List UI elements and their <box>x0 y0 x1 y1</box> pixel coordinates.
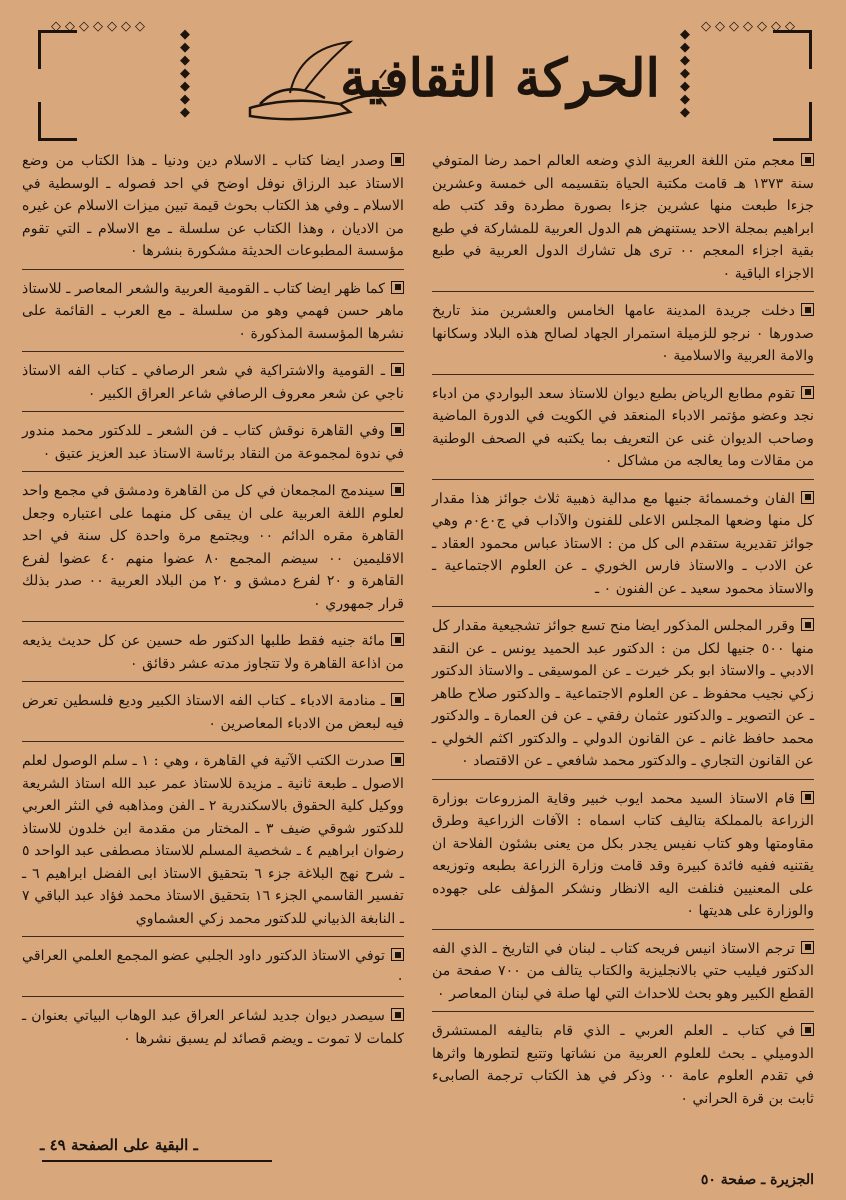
square-bullet-icon <box>391 483 404 496</box>
square-bullet-icon <box>801 153 814 166</box>
news-item <box>22 150 404 270</box>
news-item <box>432 383 814 480</box>
continued-note: ـ البقية على الصفحة ٤٩ ـ <box>40 1136 198 1154</box>
square-bullet-icon <box>391 363 404 376</box>
square-bullet-icon <box>801 491 814 504</box>
ornament-column-icon: ◆ ◆ ◆ ◆ ◆ ◆ ◆ <box>680 27 690 120</box>
news-item <box>22 278 404 353</box>
news-item-text: سيندمج المجمعان في كل من القاهرة ودمشق في مجمع واحد لعلوم اللغة العربية على ان يبقى كل منهما على اعتباره وجعل القاهرة مقره الدائم ٠٠ ويجتمع مرة واحدة كل سنة في احد الاقليمين ٠٠ سيضم المجمع ٨٠ عضوا منهم ٤٠ عضوا لفرع القاهرة و ٢٠ لفرع دمشق و ٢٠ من البلاد العربية ٠٠ صدر بذلك قرار جمهوري ٠ <box>22 483 405 612</box>
news-item <box>432 788 814 930</box>
square-bullet-icon <box>391 1008 404 1021</box>
news-item <box>432 488 814 608</box>
ornament-row-icon: ◇◇◇◇◇◇◇ <box>51 19 149 34</box>
news-column-left <box>22 150 404 1064</box>
news-item-text: سيصدر ديوان جديد لشاعر العراق عبد الوهاب البياتي بعنوان ـ كلمات لا تموت ـ ويضم قصائد لم يسبق نشرها ٠ <box>22 1008 404 1047</box>
divider <box>42 1160 272 1162</box>
news-item-text: تقوم مطابع الرياض بطبع ديوان للاستاذ سعد البواردي من ادباء نجد وعضو مؤتمر الادباء المنعقد في الكويت في الدورة الماضية وصاحب الديوان غنى عن التعريف بما يكتبه في الصحف الوطنية من مقالات وما يعالجه من مشاكل ٠ <box>432 385 814 469</box>
news-item-text: وصدر ايضا كتاب ـ الاسلام دين ودنيا ـ هذا الكتاب من وضع الاستاذ عبد الرزاق نوفل اوضح في احد فصوله ـ الوسطية في الاسلام ـ وفي هذ الكتاب بحوث قيمة تبين ميزات الاسلام عن غيره من الاديان ، وهذا الكتاب عن سلسلة ـ مع الاسلام ـ التي تقوم مؤسسة المطبوعات الحديثة مشكورة بنشرها ٠ <box>22 153 404 259</box>
news-item-text: الفان وخمسمائة جنيها مع مدالية ذهبية ثلاث جوائز هذا مقدار كل منها وضعها المجلس الاعلى للفنون والآداب في ج٠ع٠م وهي جوائز تقديرية ستقدم الى كل من : الاستاذ عباس محمود العقاد ـ عن الادب ـ والاستاذ فارس الخوري ـ عن العلوم الاجتماعية ـ والاستاذ محمود سعيد ـ عن الفنون ٠ ـ <box>432 490 815 597</box>
square-bullet-icon <box>801 1023 814 1036</box>
news-item <box>22 630 404 682</box>
ornament-column-icon: ◆ ◆ ◆ ◆ ◆ ◆ ◆ <box>180 27 190 120</box>
square-bullet-icon <box>801 386 814 399</box>
square-bullet-icon <box>391 693 404 706</box>
news-item <box>432 1020 814 1116</box>
news-item <box>432 150 814 292</box>
news-item-text: ـ القومية والاشتراكية في شعر الرصافي ـ كتاب الفه الاستاذ ناجي عن شعر معروف الرصافي شاعر العراق الكبير ٠ <box>22 363 404 402</box>
news-item-text: ـ منادمة الادباء ـ كتاب الفه الاستاذ الكبير وديع فلسطين تعرض فيه لبعض من الادباء المعاصرين ٠ <box>22 693 404 732</box>
news-item-text: توفي الاستاذ الدكتور داود الجلبي عضو المجمع العلمي العراقي ٠ <box>22 948 404 987</box>
news-item <box>22 1005 404 1056</box>
square-bullet-icon <box>801 791 814 804</box>
page-footer: الجزيرة ـ صفحة ٥٠ <box>700 1172 814 1188</box>
news-item-text: مائة جنيه فقط طلبها الدكتور طه حسين عن كل حديث يذيعه من اذاعة القاهرة ولا تتجاوز مدته عشر دقائق ٠ <box>22 633 404 672</box>
square-bullet-icon <box>391 423 404 436</box>
square-bullet-icon <box>801 303 814 316</box>
news-item-text: ترجم الاستاذ انيس فريحه كتاب ـ لبنان في التاريخ ـ الذي الفه الدكتور فيليب حتي بالانجليزية والكتاب يتالف من ٧٠٠ صفحة من القطع الكبير وهو بحث للاحداث التي لها صلة في لبنان المعاصر ٠ <box>432 940 814 1002</box>
news-item-text: في كتاب ـ العلم العربي ـ الذي قام بتاليفه المستشرق الدوميلي ـ بحث للعلوم العربية من نشاتها وتتبع لتطورها واثرها في تقدم العلوم عامة ٠٠ وذكر في هذ الكتاب ترجمة الصابىء ثابت بن قرة الحراني ٠ <box>432 1023 814 1107</box>
news-item <box>22 945 404 997</box>
square-bullet-icon <box>391 153 404 166</box>
square-bullet-icon <box>391 948 404 961</box>
page-title: الحركة الثقافية <box>340 48 660 109</box>
masthead <box>30 10 820 140</box>
news-item-text: وفي القاهرة نوقش كتاب ـ فن الشعر ـ للدكتور محمد مندور في ندوة لمجموعة من النقاد برئاسة الاستاذ عبد العزيز عتيق ٠ <box>22 423 404 462</box>
news-item-text: صدرت الكتب الآتية في القاهرة ، وهي : ١ ـ سلم الوصول لعلم الاصول ـ طبعة ثانية ـ مزيدة للاستاذ عمر عبد الله استاذ الشريعة ووكيل كلية الحقوق بالاسكندرية ٢ ـ الفن ومذاهبه في النثر العربي للدكتور شوقي ضيف ٣ ـ المختار من مقدمة ابن خلدون للاستاذ رضوان ابراهيم ٤ ـ شخصية المسلم للاستاذ مصطفى عبد الواحد ٥ ـ شرح نهج البلاغة جزء ٦ بتحقيق الاستاذ ابى الفضل ابراهيم ٦ ـ تفسير القاسمي الجزء ١٦ بتحقيق الاستاذ محمد فؤاد عبد الباقي ٧ ـ النابغة الذبياني للدكتور محمد زكي العشماوي <box>22 753 404 927</box>
square-bullet-icon <box>391 753 404 766</box>
square-bullet-icon <box>801 941 814 954</box>
square-bullet-icon <box>391 633 404 646</box>
news-item-text: وقرر المجلس المذكور ايضا منح تسع جوائز تشجيعية مقدار كل منها ٥٠٠ جنيها لكل من : الدكتور عبد الحميد يونس ـ عن النقد الادبي ـ والاستاذ ابو بكر خيرت ـ عن الموسيقى ـ والاستاذ الدكتور زكي نجيب محفوظ ـ عن العلوم الاجتماعية ـ والدكتور صلاح طاهر ـ عن التصوير ـ والدكتور عثمان رفقي ـ عن فن العمارة ـ والدكتور محمد حافظ غانم ـ عن القانون الدولي ـ والدكتور اكثم الخولي ـ عن القانون التجاري ـ والدكتور محمد شافعي ـ عن الاقتصاد ٠ <box>432 618 814 769</box>
news-column-right <box>432 150 814 1124</box>
square-bullet-icon <box>801 618 814 631</box>
news-item-text: كما ظهر ايضا كتاب ـ القومية العربية والشعر المعاصر ـ للاستاذ ماهر حسن فهمي وهو من سلسلة ـ مع العرب ـ القائمة على نشرها المؤسسة المذكورة ٠ <box>22 280 404 342</box>
news-item <box>22 750 404 937</box>
news-item <box>432 938 814 1013</box>
news-item <box>22 420 404 472</box>
ornament-row-icon: ◇◇◇◇◇◇◇ <box>701 19 799 34</box>
news-item <box>432 300 814 375</box>
news-item <box>432 615 814 780</box>
news-item-text: معجم متن اللغة العربية الذي وضعه العالم احمد رضا المتوفي سنة ١٣٧٣ هـ قامت مكتبة الحياة بتقسيمه الى خمسة وعشرين جزءا طبعت منها عشرين جزءا بصورة مطردة وقد كتب طه ابراهيم بمجلة الاحد يستنهض هم الدول العربية للمشاركة في طبع بقية اجزاء المعجم ٠٠ ترى هل تشارك الدول العربية في طبع الاجزاء الباقية ٠ <box>432 153 814 282</box>
news-item <box>22 360 404 412</box>
square-bullet-icon <box>391 281 404 294</box>
news-item-text: قام الاستاذ السيد محمد ايوب خبير وقاية المزروعات بوزارة الزراعة بالمملكة بتاليف كتاب اسماه : الآفات الزراعية وطرق مقاومتها وهو كتاب نفيس يجدر بكل من يعنى بشئون الفلاحة ان يقتنيه ففيه فائدة كبيرة وقد قامت وزارة الزراعة بطبعه وتوزيعه على المعنيين فنلفت اليه الانظار ونشكر المؤلف على جهوده والوزارة على هديتها ٠ <box>432 790 814 919</box>
news-item-text: دخلت جريدة المدينة عامها الخامس والعشرين منذ تاريخ صدورها ٠ نرجو للزميلة استمرار الجهاد لصالح هذه البلاد وسكانها والامة العربية والاسلامية ٠ <box>432 303 815 364</box>
news-item <box>22 690 404 742</box>
news-item <box>22 480 404 622</box>
